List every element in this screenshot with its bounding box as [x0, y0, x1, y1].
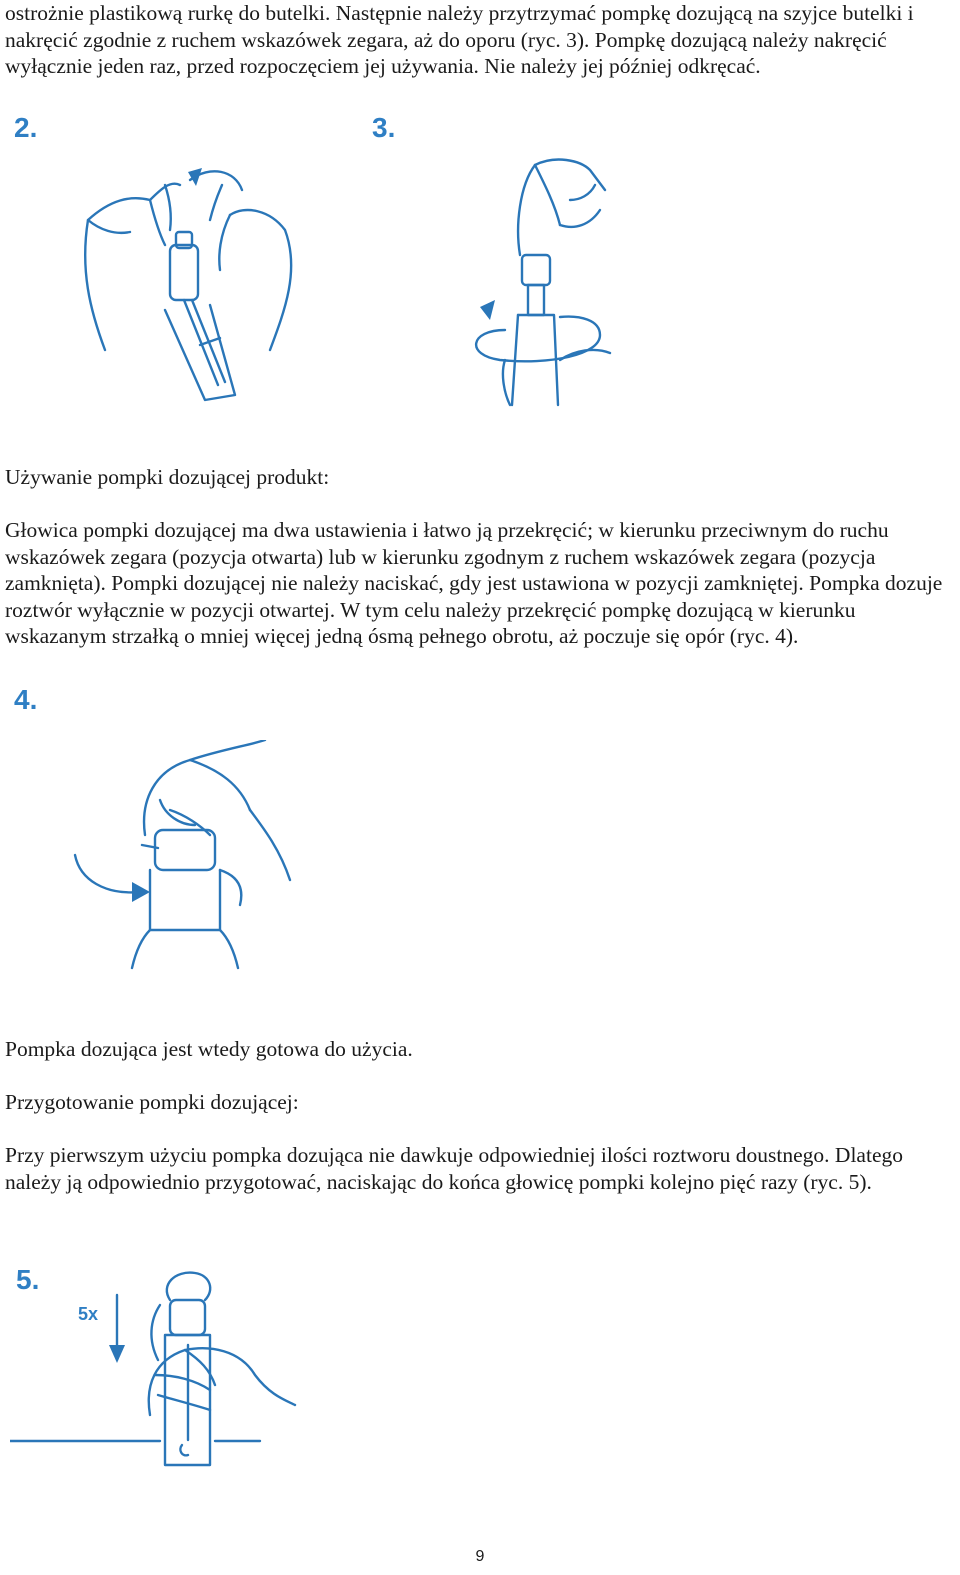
figure-4-label: 4.: [14, 684, 38, 715]
intro-paragraph: ostrożnie plastikową rurkę do butelki. Następnie należy przytrzymać pompkę dozującą na szyjce butelki i nakręcić zgodnie z ruchem wskazówek zegara, aż do oporu (ryc. 3). Pompkę dozującą należy nakręcić wyłącznie jeden raz, przed rozpoczęciem jej używania. Nie należy jej później odkręcać.: [5, 1, 914, 79]
prep-paragraph: Przy pierwszym użyciu pompka dozująca nie dawkuje odpowiedniej ilości roztworu doustnego. Dlatego należy ją odpowiednio przygotować, naciskając do końca głowicę pompki kolejno pięć razy (ryc. 5).: [5, 1143, 903, 1194]
figure-3-illustration: [460, 155, 620, 410]
figure-3-label: 3.: [372, 112, 396, 143]
usage-paragraph: Głowica pompki dozującej ma dwa ustawienia i łatwo ją przekręcić; w kierunku przeciwnym do ruchu wskazówek zegara (pozycja otwarta) lub w kierunku zgodnym z ruchem wskazówek zegara (pozycja zamknięta). Pompki dozującej nie należy naciskać, gdy jest ustawiona w pozycji zamkniętej. Pompka dozuje roztwór wyłącznie w pozycji otwartej. W tym celu należy przekręcić pompkę dozującą w kierunku wskazanym strzałką o mniej więcej jedną ósmą pełnego obrotu, aż poczuje się opór (ryc. 4).: [5, 518, 943, 649]
usage-heading: Używanie pompki dozującej produkt:: [5, 465, 330, 489]
figure-5-label: 5.: [16, 1264, 40, 1295]
figure-4-illustration: [70, 740, 300, 970]
page-number: 9: [475, 1548, 485, 1565]
figure-2-illustration: [70, 160, 310, 405]
figure-2-label: 2.: [14, 112, 38, 143]
figure-5-illustration: [10, 1265, 300, 1470]
ready-paragraph: Pompka dozująca jest wtedy gotowa do użycia.: [5, 1037, 413, 1061]
figure-5-count: 5x: [78, 1304, 99, 1324]
prep-heading: Przygotowanie pompki dozującej:: [5, 1090, 299, 1114]
